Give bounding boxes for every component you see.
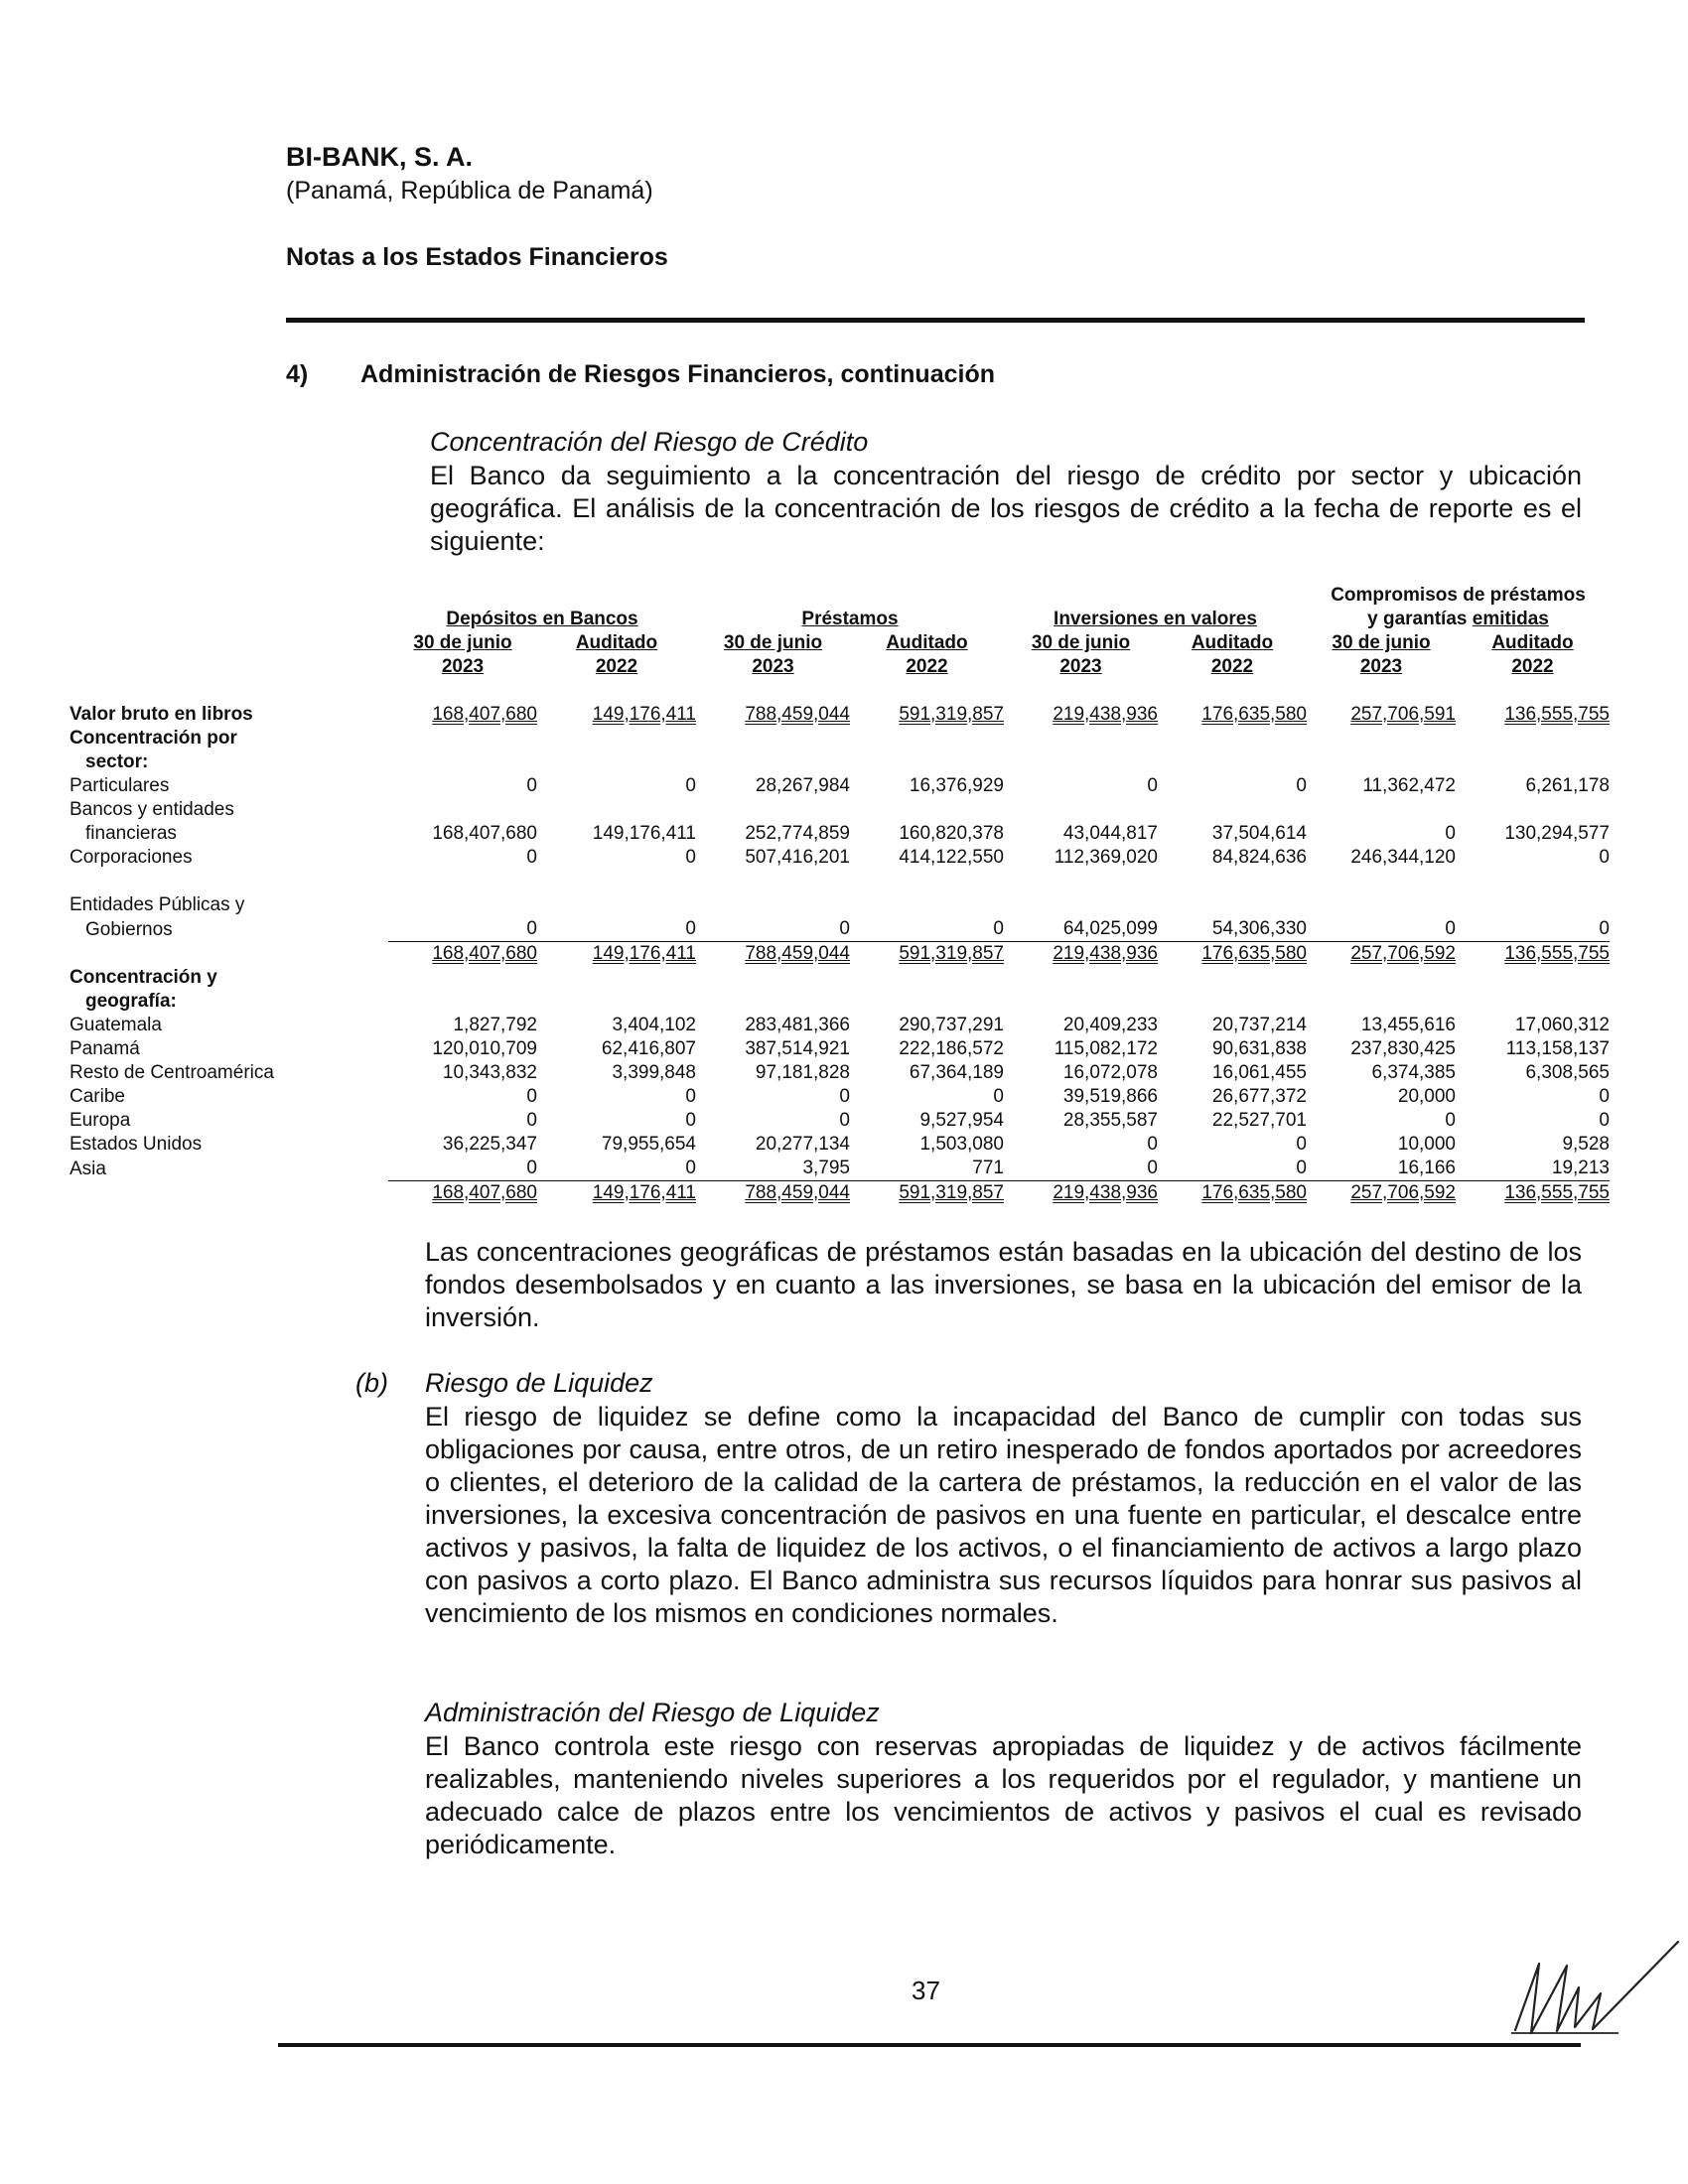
cell-value: 0 [1445, 823, 1456, 844]
cell-value: 0 [1456, 917, 1610, 942]
row-label: Concentración y [70, 967, 217, 988]
cell-value: 160,820,378 [899, 823, 1004, 844]
cell-value: 11,362,472 [1362, 775, 1456, 796]
row-label: Bancos y entidades [70, 799, 234, 820]
cell-value: 414,122,550 [899, 847, 1004, 868]
cell-value: 16,072,078 [1062, 1062, 1158, 1083]
cell-total: 149,176,411 [592, 943, 696, 964]
cell-total: 149,176,411 [592, 1182, 696, 1203]
cell-value: 387,514,921 [745, 1038, 850, 1059]
col-header-year: 2023 [1059, 656, 1102, 677]
cell-value: 28,355,587 [1062, 1110, 1158, 1131]
cell-value: 9,527,954 [919, 1110, 1004, 1131]
cell-value: 54,306,330 [1158, 917, 1307, 942]
cell-value: 222,186,572 [899, 1038, 1004, 1059]
col-header-audited: Auditado [1491, 632, 1574, 653]
cell-value: 168,407,680 [432, 823, 537, 844]
row-label: Valor bruto en libros [70, 704, 253, 725]
cell-value: 20,737,214 [1211, 1015, 1307, 1035]
cell-value: 176,635,580 [1201, 704, 1307, 725]
cell-value: 0 [685, 1110, 696, 1131]
cell-total: 136,555,755 [1504, 943, 1610, 964]
cell-value: 0 [1296, 775, 1307, 796]
cell-value: 0 [526, 1110, 537, 1131]
row-label: sector: [85, 751, 149, 772]
row-label: Resto de Centroamérica [70, 1062, 274, 1083]
cell-value: 257,706,591 [1350, 704, 1456, 725]
cell-value: 120,010,709 [432, 1038, 537, 1059]
cell-value: 283,481,366 [745, 1015, 850, 1035]
cell-value: 0 [839, 1086, 850, 1107]
header-prestamos: Préstamos [801, 609, 899, 629]
cell-value: 0 [388, 1157, 537, 1181]
cell-value: 6,308,565 [1525, 1062, 1610, 1083]
cell-value: 20,000 [1397, 1086, 1456, 1107]
col-header-audited: Auditado [886, 632, 968, 653]
cell-value: 90,631,838 [1211, 1038, 1307, 1059]
liquidity-admin-paragraph: El Banco controla este riesgo con reservas apropiadas de liquidez y de activos fácilmente realizables, manteniendo niveles superiores a los requeridos por el regulador, y mantiene un adecuado calce de plazos entre los vencimientos de activos y pasivos el cual es revisado periódicamente. [425, 1731, 1582, 1859]
cell-value: 20,277,134 [755, 1134, 850, 1155]
liquidity-subtitle: Riesgo de Liquidez [425, 1368, 653, 1398]
row-label: Panamá [70, 1038, 140, 1059]
header-compromisos-line2b: emitidas [1472, 609, 1549, 629]
cell-value: 39,519,866 [1062, 1086, 1158, 1107]
cell-value: 37,504,614 [1211, 823, 1307, 844]
cell-value: 26,677,372 [1211, 1086, 1307, 1107]
cell-total: 136,555,755 [1504, 1182, 1610, 1203]
cell-value: 252,774,859 [745, 823, 850, 844]
cell-value: 9,528 [1562, 1134, 1610, 1155]
row-label: Estados Unidos [70, 1134, 203, 1155]
geo-note-paragraph: Las concentraciones geográficas de préstamos están basadas en la ubicación del destino de los fondos desembolsados y en cuanto a las inversiones, se basa en la ubicación del emisor de la inversión. [425, 1237, 1582, 1332]
table-row-europa [70, 1109, 1610, 1133]
header-depositos: Depósitos en Bancos [446, 609, 638, 629]
col-header-year: 2023 [1359, 656, 1403, 677]
cell-value: 0 [1307, 917, 1456, 942]
cell-value: 62,416,807 [601, 1038, 696, 1059]
row-label: Gobiernos [85, 918, 173, 940]
cell-total: 788,459,044 [745, 1182, 850, 1203]
page-number: 37 [912, 1976, 940, 2005]
row-label: Particulares [70, 775, 170, 796]
liquidity-admin-subtitle: Administración del Riesgo de Liquidez [425, 1698, 880, 1727]
cell-value: 97,181,828 [755, 1062, 850, 1083]
cell-value: 0 [1445, 1110, 1456, 1131]
row-label: Asia [70, 1158, 106, 1179]
cell-value: 0 [1296, 1134, 1307, 1155]
cell-value: 3,795 [696, 1157, 850, 1181]
cell-total: 591,319,857 [899, 943, 1004, 964]
col-header-date: 30 de junio [413, 632, 512, 653]
table-row-corporaciones [70, 846, 1610, 870]
cell-value: 219,438,936 [1053, 704, 1158, 725]
table-row-estados-unidos [70, 1133, 1610, 1157]
cell-value: 115,082,172 [1054, 1038, 1158, 1059]
cell-total: 219,438,936 [1053, 943, 1158, 964]
cell-value: 149,176,411 [592, 823, 696, 844]
table-row-total-geo [70, 1181, 1610, 1206]
cell-value: 64,025,099 [1004, 917, 1158, 942]
cell-value: 290,737,291 [899, 1015, 1004, 1035]
table-row-caribe [70, 1085, 1610, 1109]
table-row-panama [70, 1037, 1610, 1061]
cell-value: 0 [1147, 775, 1158, 796]
cell-value: 0 [1004, 1157, 1158, 1181]
cell-value: 0 [388, 917, 537, 942]
row-label: Entidades Públicas y [70, 894, 245, 915]
signature-mark [1509, 1936, 1688, 2055]
cell-value: 1,827,792 [453, 1015, 537, 1035]
cell-value: 43,044,817 [1062, 823, 1158, 844]
cell-value: 0 [685, 1086, 696, 1107]
cell-value: 10,343,832 [442, 1062, 537, 1083]
cell-value: 20,409,233 [1062, 1015, 1158, 1035]
cell-value: 112,369,020 [1054, 847, 1158, 868]
row-label: Corporaciones [70, 847, 193, 868]
table-row-valor-bruto [70, 703, 1610, 727]
cell-value: 0 [537, 1157, 696, 1181]
cell-value: 3,399,848 [612, 1062, 696, 1083]
cell-value: 0 [1147, 1134, 1158, 1155]
cell-total: 176,635,580 [1201, 1182, 1307, 1203]
cell-value: 0 [1599, 1086, 1610, 1107]
row-label: financieras [85, 823, 177, 844]
credit-concentration-paragraph: El Banco da seguimiento a la concentración del riesgo de crédito por sector y ubicación geográfica. El análisis de la concentración de los riesgos de crédito a la fecha de reporte es el siguiente: [430, 461, 1582, 556]
cell-value: 6,261,178 [1525, 775, 1610, 796]
cell-value: 28,267,984 [755, 775, 850, 796]
table-row-total-sector [70, 942, 1610, 967]
col-header-year: 2022 [906, 656, 948, 677]
table-row-entidades [70, 917, 1610, 942]
cell-value: 168,407,680 [432, 704, 537, 725]
cell-value: 67,364,189 [909, 1062, 1004, 1083]
col-header-year: 2022 [1511, 656, 1554, 677]
cell-value: 149,176,411 [592, 704, 696, 725]
col-header-audited: Auditado [1191, 632, 1274, 653]
cell-total: 168,407,680 [432, 943, 537, 964]
cell-value: 16,376,929 [909, 775, 1004, 796]
notes-title: Notas a los Estados Financieros [286, 243, 668, 271]
cell-value: 10,000 [1397, 1134, 1456, 1155]
cell-value: 113,158,137 [1505, 1038, 1610, 1059]
col-header-year: 2023 [752, 656, 794, 677]
cell-value: 507,416,201 [745, 847, 850, 868]
cell-value: 0 [685, 847, 696, 868]
cell-total: 788,459,044 [745, 943, 850, 964]
cell-value: 3,404,102 [612, 1015, 696, 1035]
cell-value: 136,555,755 [1504, 704, 1610, 725]
cell-total: 257,706,592 [1350, 943, 1456, 964]
cell-value: 19,213 [1456, 1157, 1610, 1181]
cell-value: 0 [526, 775, 537, 796]
footer-rule [278, 2043, 1581, 2047]
cell-value: 6,374,385 [1371, 1062, 1456, 1083]
liquidity-letter: (b) [355, 1368, 388, 1398]
cell-value: 0 [1599, 847, 1610, 868]
cell-total: 168,407,680 [432, 1182, 537, 1203]
col-header-date: 30 de junio [1332, 632, 1431, 653]
cell-value: 0 [839, 1110, 850, 1131]
table-row-particulares [70, 774, 1610, 798]
cell-value: 788,459,044 [745, 704, 850, 725]
cell-value: 1,503,080 [919, 1134, 1004, 1155]
cell-value: 84,824,636 [1211, 847, 1307, 868]
cell-value: 79,955,654 [601, 1134, 696, 1155]
header-compromisos-line2a: y garantías [1367, 609, 1473, 629]
cell-value: 16,166 [1307, 1157, 1456, 1181]
table-row-resto-centroamerica [70, 1061, 1610, 1085]
section-title: Administración de Riesgos Financieros, continuación [360, 360, 996, 388]
row-label: Europa [70, 1110, 131, 1131]
section-number: 4) [286, 360, 309, 388]
company-name: BI-BANK, S. A. [286, 142, 473, 172]
col-header-year: 2022 [1210, 656, 1254, 677]
cell-value: 0 [1158, 1157, 1307, 1181]
header-compromisos-line1: Compromisos de préstamos [1331, 585, 1586, 606]
cell-value: 0 [850, 917, 1004, 942]
col-header-year: 2022 [595, 656, 638, 677]
cell-value: 0 [526, 1086, 537, 1107]
company-location: (Panamá, República de Panamá) [286, 177, 653, 205]
table-row-asia [70, 1157, 1610, 1181]
cell-total: 591,319,857 [899, 1182, 1004, 1203]
liquidity-paragraph: El riesgo de liquidez se define como la incapacidad del Banco de cumplir con todas sus obligaciones por causa, entre otros, de un retiro inesperado de fondos aportados por acreedores o clientes, el deterioro de la calidad de la cartera de préstamos, la reducción en el valor de las inversiones, la excesiva concentración de pasivos en una fuente en particular, el descalce entre activos y pasivos, la falta de liquidez de los activos, o el financiamiento de activos a largo plazo con pasivos a corto plazo. El Banco administra sus recursos líquidos para honrar sus pasivos al vencimiento de los mismos en condiciones normales. [425, 1402, 1582, 1628]
col-header-year: 2023 [441, 656, 485, 677]
cell-value: 771 [850, 1157, 1004, 1181]
cell-value: 13,455,616 [1360, 1015, 1456, 1035]
table-row-guatemala [70, 1014, 1610, 1037]
header-inversiones: Inversiones en valores [1054, 609, 1257, 629]
col-header-date: 30 de junio [723, 632, 823, 653]
cell-value: 591,319,857 [899, 704, 1004, 725]
cell-value: 0 [526, 847, 537, 868]
cell-value: 0 [537, 917, 696, 942]
cell-value: 0 [685, 775, 696, 796]
cell-value: 130,294,577 [1504, 823, 1610, 844]
header-rule [286, 318, 1585, 323]
col-header-audited: Auditado [575, 632, 658, 653]
cell-value: 22,527,701 [1211, 1110, 1307, 1131]
cell-value: 36,225,347 [442, 1134, 537, 1155]
cell-value: 0 [696, 917, 850, 942]
row-label: geografía: [85, 991, 177, 1012]
col-header-date: 30 de junio [1031, 632, 1131, 653]
cell-value: 0 [1599, 1110, 1610, 1131]
cell-total: 176,635,580 [1201, 943, 1307, 964]
cell-total: 257,706,592 [1350, 1182, 1456, 1203]
credit-concentration-table [70, 584, 1610, 1205]
cell-value: 16,061,455 [1211, 1062, 1307, 1083]
row-label: Concentración por [70, 728, 237, 749]
cell-value: 17,060,312 [1514, 1015, 1610, 1035]
row-label: Caribe [70, 1086, 125, 1107]
cell-value: 237,830,425 [1350, 1038, 1456, 1059]
cell-value: 0 [993, 1086, 1004, 1107]
cell-total: 219,438,936 [1053, 1182, 1158, 1203]
cell-value: 246,344,120 [1350, 847, 1456, 868]
row-label: Guatemala [70, 1015, 162, 1035]
credit-concentration-subtitle: Concentración del Riesgo de Crédito [430, 427, 869, 457]
table-row-bancos [70, 822, 1610, 846]
